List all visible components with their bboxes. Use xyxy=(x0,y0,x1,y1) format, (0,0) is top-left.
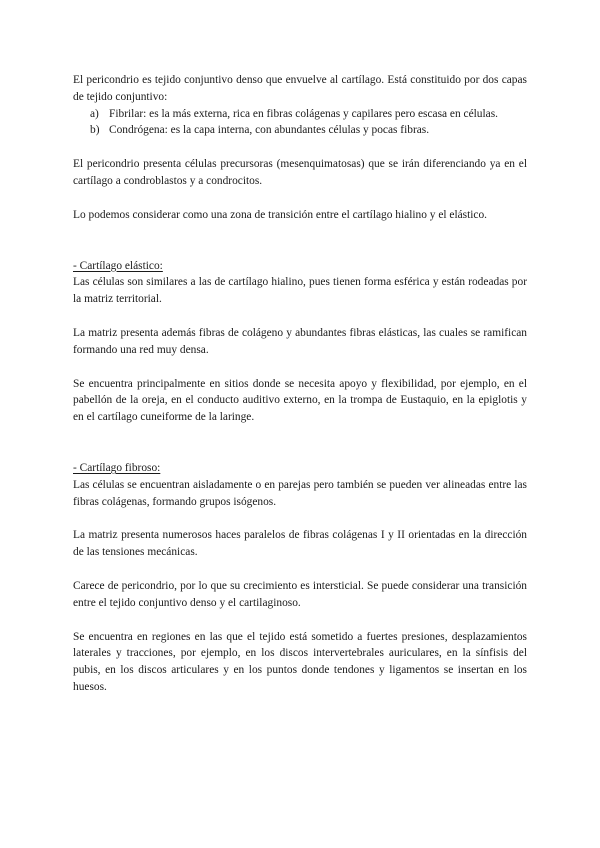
elastico-location-paragraph: Se encuentra principalmente en sitios donde se necesita apoyo y flexibilidad, por ejemplo, en el pabellón de la oreja, en el conducto auditivo externo, en la trompa de Eustaquio, en la epiglotis y en el cartílago cuneiforme de la laringe. xyxy=(73,377,527,424)
spacer xyxy=(73,426,527,460)
pericondrio-layers-list xyxy=(73,106,527,140)
list-item-text: Fibrilar: es la más externa, rica en fibras colágenas y capilares pero escasa en células. xyxy=(109,107,499,120)
fibroso-pericondrio-paragraph: Carece de pericondrio, por lo que su crecimiento es intersticial. Se puede considerar una transición entre el tejido conjuntivo denso y el cartilaginoso. xyxy=(73,579,527,609)
elastico-matrix-paragraph: La matriz presenta además fibras de colágeno y abundantes fibras elásticas, las cuales se ramifican formando una red muy densa. xyxy=(73,326,527,356)
pericondrio-cells-paragraph: El pericondrio presenta células precursoras (mesenquimatosas) que se irán diferenciando ya en el cartílago a condroblastos y a condrocitos. xyxy=(73,158,527,187)
fibroso-location-paragraph: Se encuentra en regiones en las que el tejido está sometido a fuertes presiones, desplazamientos laterales y tracciones, por ejemplo, en los discos intervertebrales auriculares, en la sínfisis del pubis, en los discos articulares y en los puntos donde tendones y ligamentos se insertan en los huesos. xyxy=(73,630,527,693)
document-page xyxy=(73,72,527,696)
list-item-text: Condrógena: es la capa interna, con abundantes células y pocas fibras. xyxy=(109,124,430,137)
spacer xyxy=(73,510,527,527)
transition-zone-paragraph: Lo podemos considerar como una zona de transición entre el cartílago hialino y el elástico. xyxy=(73,208,488,221)
spacer xyxy=(73,139,527,156)
section-heading-fibroso: - Cartílago fibroso: xyxy=(73,461,161,474)
list-marker: b) xyxy=(90,124,100,137)
list-item xyxy=(73,106,527,123)
spacer xyxy=(73,612,527,629)
pericondrio-intro-paragraph: El pericondrio es tejido conjuntivo denso que envuelve al cartílago. Está constituido por dos capas de tejido conjuntivo: xyxy=(73,74,527,103)
fibroso-cells-paragraph: Las células se encuentran aisladamente o en parejas pero también se pueden ver alineadas entre las fibras colágenas, formando grupos isógenos. xyxy=(73,478,527,508)
elastico-cells-paragraph: Las células son similares a las de cartílago hialino, pues tienen forma esférica y están rodeadas por la matriz territorial. xyxy=(73,276,527,306)
list-item xyxy=(73,122,527,139)
spacer xyxy=(73,308,527,325)
spacer xyxy=(73,359,527,376)
list-marker: a) xyxy=(90,107,99,120)
spacer xyxy=(73,561,527,578)
section-heading-elastico: - Cartílago elástico: xyxy=(73,259,163,272)
spacer xyxy=(73,190,527,207)
fibroso-matrix-paragraph: La matriz presenta numerosos haces paralelos de fibras colágenas I y II orientadas en la dirección de las tensiones mecánicas. xyxy=(73,529,527,559)
spacer xyxy=(73,224,527,258)
